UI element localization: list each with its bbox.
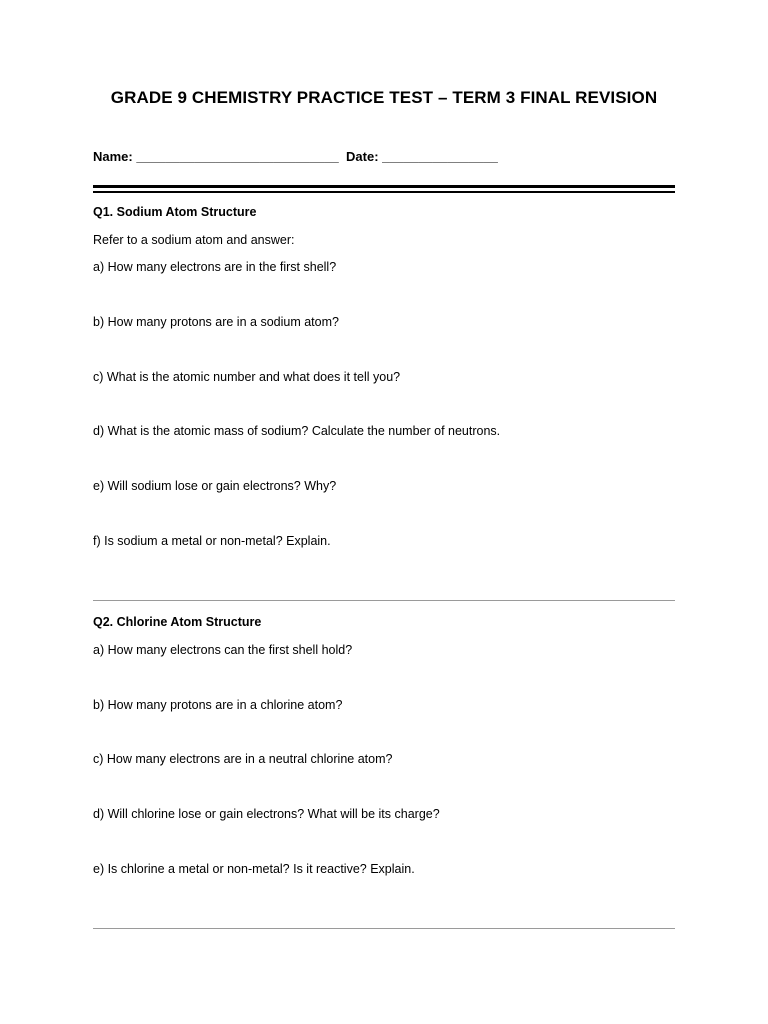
q1-heading: Q1. Sodium Atom Structure bbox=[93, 205, 257, 219]
q1-question-c: c) What is the atomic number and what does it tell you? bbox=[93, 370, 401, 384]
q1-question-e: e) Will sodium lose or gain electrons? Why? bbox=[93, 479, 337, 493]
q1-question-d: d) What is the atomic mass of sodium? Calculate the number of neutrons. bbox=[93, 424, 501, 438]
name-date-line: Name: ____________________________ Date: ________________ bbox=[93, 149, 498, 164]
q1-intro: Refer to a sodium atom and answer: bbox=[93, 233, 295, 247]
header-divider-thick bbox=[93, 185, 675, 188]
q2-heading: Q2. Chlorine Atom Structure bbox=[93, 615, 262, 629]
section-divider bbox=[93, 600, 675, 601]
section-divider bbox=[93, 928, 675, 929]
q2-question-e: e) Is chlorine a metal or non-metal? Is it reactive? Explain. bbox=[93, 862, 415, 876]
q2-question-d: d) Will chlorine lose or gain electrons? What will be its charge? bbox=[93, 807, 440, 821]
page-title: GRADE 9 CHEMISTRY PRACTICE TEST – TERM 3 FINAL REVISION bbox=[110, 88, 658, 107]
q1-question-b: b) How many protons are in a sodium atom? bbox=[93, 315, 339, 329]
q2-question-b: b) How many protons are in a chlorine atom? bbox=[93, 698, 343, 712]
q1-question-f: f) Is sodium a metal or non-metal? Explain. bbox=[93, 534, 331, 548]
q1-question-a: a) How many electrons are in the first shell? bbox=[93, 260, 337, 274]
header-divider-thin bbox=[93, 191, 675, 193]
q2-question-a: a) How many electrons can the first shell hold? bbox=[93, 643, 353, 657]
q2-question-c: c) How many electrons are in a neutral chlorine atom? bbox=[93, 752, 393, 766]
